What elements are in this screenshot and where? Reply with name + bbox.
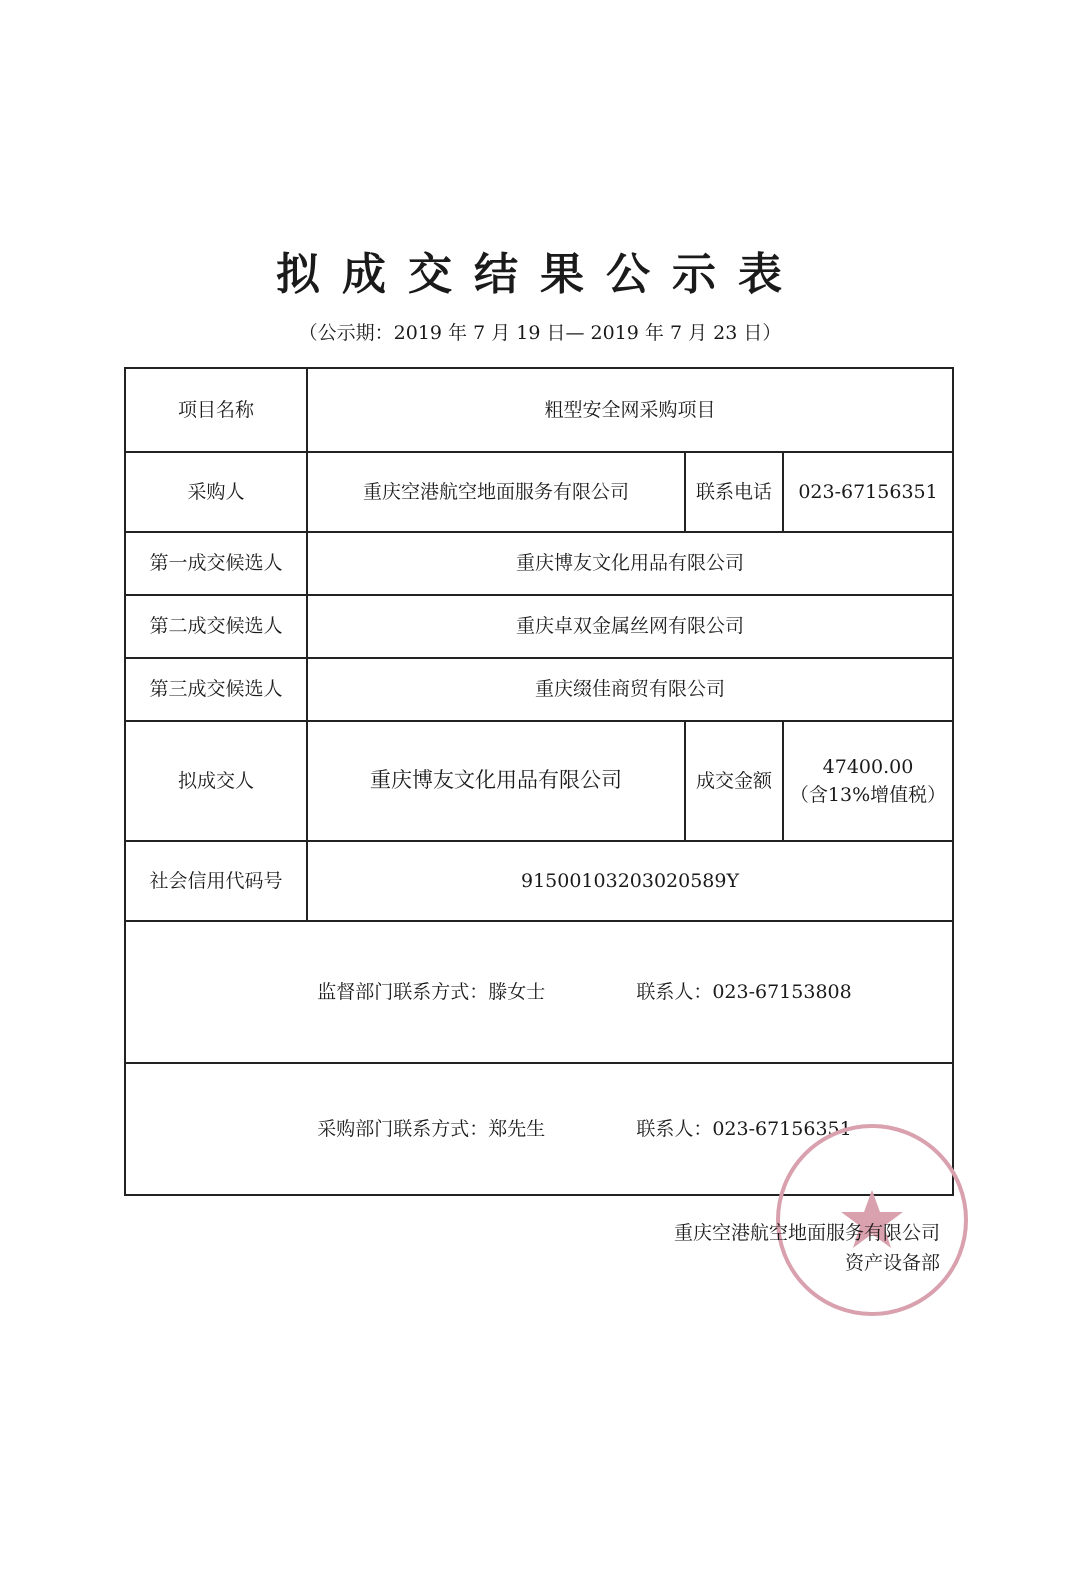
table-row bbox=[125, 658, 953, 721]
issuer-department: 资产设备部 bbox=[844, 1252, 940, 1274]
issuer-block bbox=[620, 1218, 940, 1278]
supervision-phone: 联系人：023-67153808 bbox=[636, 980, 852, 1003]
supervision-contact bbox=[125, 921, 953, 1063]
phone-value: 023-67156351 bbox=[783, 452, 953, 532]
credit-code-value: 91500103203020589Y bbox=[307, 841, 953, 921]
candidate2-value: 重庆卓双金属丝网有限公司 bbox=[307, 595, 953, 658]
credit-code-label: 社会信用代码号 bbox=[125, 841, 307, 921]
buyer-value: 重庆空港航空地面服务有限公司 bbox=[307, 452, 685, 532]
issuer-company: 重庆空港航空地面服务有限公司 bbox=[673, 1222, 940, 1244]
table-row bbox=[125, 721, 953, 841]
buyer-label: 采购人 bbox=[125, 452, 307, 532]
document-title: 拟成交结果公示表 bbox=[276, 249, 804, 300]
amount-note: （含13%增值税） bbox=[789, 784, 947, 806]
amount-value: 47400.00 bbox=[822, 755, 914, 778]
publicity-period: （公示期：2019 年 7 月 19 日— 2019 年 7 月 23 日） bbox=[298, 322, 782, 344]
project-name-label: 项目名称 bbox=[125, 368, 307, 452]
project-name-value: 粗型安全网采购项目 bbox=[307, 368, 953, 452]
table-row bbox=[125, 595, 953, 658]
table-row bbox=[125, 841, 953, 921]
candidate3-label: 第三成交候选人 bbox=[125, 658, 307, 721]
winner-label: 拟成交人 bbox=[125, 721, 307, 841]
candidate2-label: 第二成交候选人 bbox=[125, 595, 307, 658]
procurement-phone: 联系人：023-67156351 bbox=[636, 1117, 852, 1140]
candidate3-value: 重庆缀佳商贸有限公司 bbox=[307, 658, 953, 721]
amount-label: 成交金额 bbox=[685, 721, 783, 841]
table-row bbox=[125, 532, 953, 595]
table-row bbox=[125, 452, 953, 532]
candidate1-label: 第一成交候选人 bbox=[125, 532, 307, 595]
procurement-dept-text: 采购部门联系方式：郑先生 bbox=[317, 1117, 546, 1140]
table-row bbox=[125, 921, 953, 1063]
candidate1-value: 重庆博友文化用品有限公司 bbox=[307, 532, 953, 595]
table-row bbox=[125, 368, 953, 452]
phone-label: 联系电话 bbox=[685, 452, 783, 532]
winner-value: 重庆博友文化用品有限公司 bbox=[307, 721, 685, 841]
result-table bbox=[124, 367, 954, 1196]
amount-cell bbox=[783, 721, 953, 841]
supervision-dept-text: 监督部门联系方式：滕女士 bbox=[317, 980, 546, 1003]
